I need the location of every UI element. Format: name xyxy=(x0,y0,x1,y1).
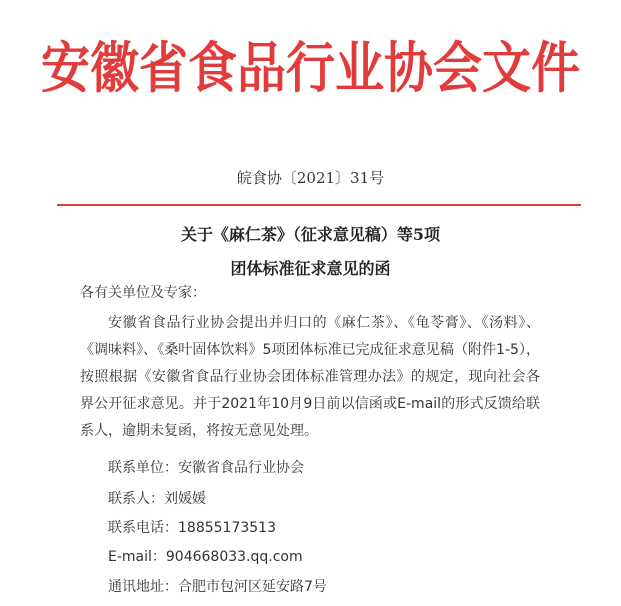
contact-phone: 联系电话：18855173513 xyxy=(108,520,276,536)
org-letterhead-title: 安徽省食品行业协会文件 xyxy=(40,36,580,101)
body-paragraph: 安徽省食品行业协会提出并归口的《麻仁茶》、《龟苓膏》、《汤料》、《调味料》、《桑叶固体饮料》5项团体标准已完成征求意见稿（附件1-5），按照根据《安徽省食品行业协会团体标准管理办法》的规定，现向社会各界公开征求意见。并于2021年10月9日前以信函或E-mail的形式反馈给联系人，逾期未复函，将按无意见处理。 xyxy=(80,315,540,439)
contact-person: 联系人：刘媛媛 xyxy=(108,491,206,507)
subject-line-2: 团体标准征求意见的函 xyxy=(230,259,391,278)
contact-unit: 联系单位：安徽省食品行业协会 xyxy=(108,460,304,476)
salutation: 各有关单位及专家： xyxy=(80,285,206,301)
red-divider xyxy=(57,204,581,206)
contact-email: E-mail：904668033.qq.com xyxy=(108,549,303,565)
document-number: 皖食协〔2021〕31号 xyxy=(236,169,385,187)
subject-line-1: 关于《麻仁茶》（征求意见稿）等5项 xyxy=(180,225,441,244)
contact-address: 通讯地址：合肥市包河区延安路7号 xyxy=(108,579,327,595)
